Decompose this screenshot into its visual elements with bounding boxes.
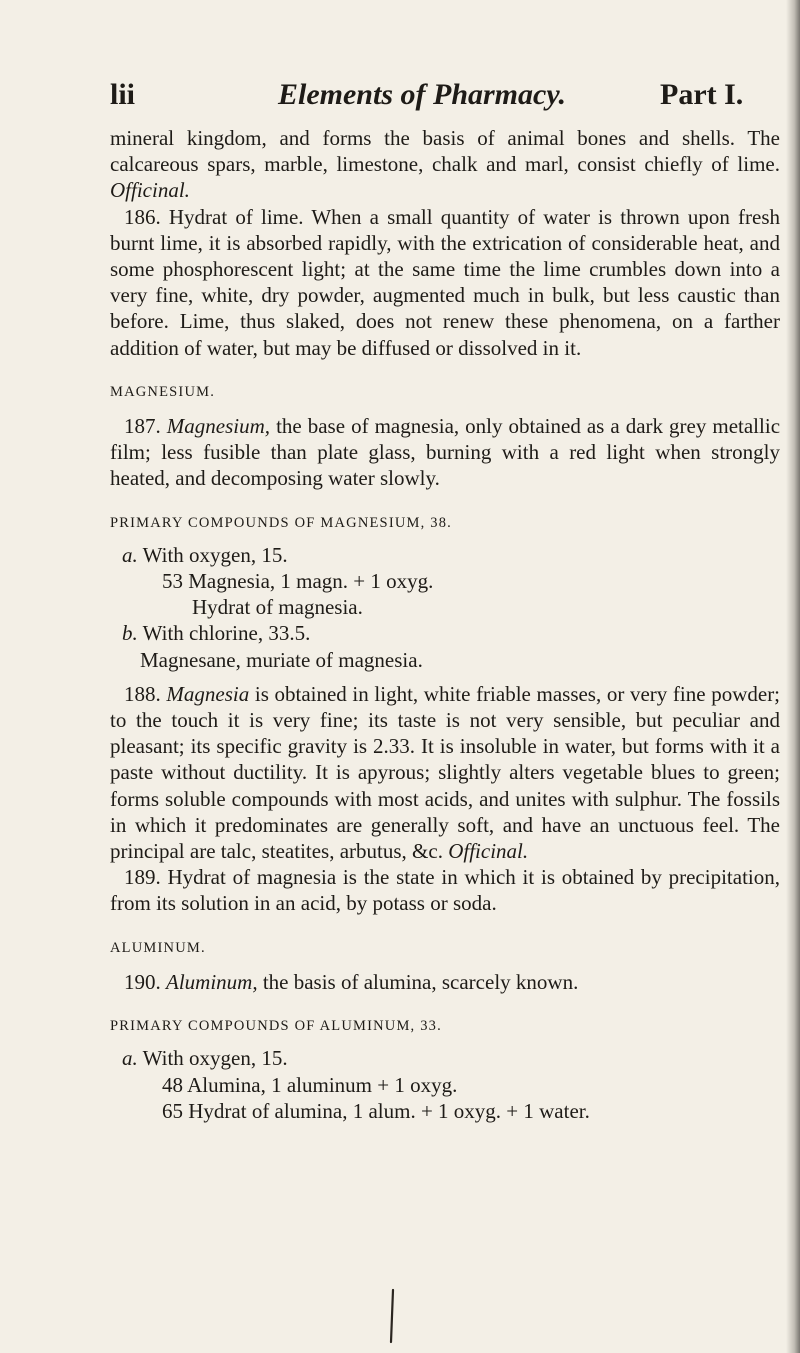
page-body bbox=[110, 125, 780, 1124]
page-number: lii bbox=[110, 78, 136, 111]
list-item: b. With chlorine, 33.5. bbox=[122, 621, 311, 646]
paragraph-189: 189. Hydrat of magnesia is the state in which it is obtained by precipitation, from its solution in an acid, by potass or soda. bbox=[110, 865, 780, 916]
list-item: 48 Alumina, 1 aluminum + 1 oxyg. bbox=[162, 1072, 458, 1097]
paragraph-lime-continued: mineral kingdom, and forms the basis of animal bones and shells. The calcareous spars, marble, limestone, chalk and marl, consist chiefly of lime. Officinal. bbox=[110, 126, 780, 203]
running-title: Elements of Pharmacy. bbox=[278, 78, 567, 111]
page-header bbox=[0, 78, 800, 118]
paragraph-186: 186. Hydrat of lime. When a small quantity of water is thrown upon fresh burnt lime, it is absorbed rapidly, with the extrication of considerable heat, and some phosphorescent light; at the same time the lime crumbles down into a very fine, white, dry powder, augmented much in bulk, but less caustic than before. Lime, thus slaked, does not renew these phenomena, on a farther addition of water, but may be diffused or dissolved in it. bbox=[110, 204, 780, 360]
section-heading-aluminum: ALUMINUM. bbox=[110, 939, 206, 956]
list-item: Hydrat of magnesia. bbox=[192, 595, 363, 620]
list-item: 53 Magnesia, 1 magn. + 1 oxyg. bbox=[162, 569, 434, 594]
magnesium-compounds-list bbox=[110, 542, 780, 673]
section-heading-primary-magnesium: PRIMARY COMPOUNDS OF MAGNESIUM, 38. bbox=[110, 514, 452, 531]
ink-mark bbox=[388, 1288, 396, 1344]
section-heading-magnesium: MAGNESIUM. bbox=[110, 383, 216, 400]
aluminum-compounds-list bbox=[110, 1045, 780, 1124]
page-edge-shadow bbox=[786, 0, 800, 1353]
list-item: a. With oxygen, 15. bbox=[122, 542, 288, 567]
list-item: Magnesane, muriate of magnesia. bbox=[140, 647, 423, 672]
paragraph-188: 188. Magnesia is obtained in light, white friable masses, or very fine powder; to the touch it is very fine; its taste is not very sensible, but peculiar and pleasant; its specific gravity is 2.33. It is insoluble in water, but forms with it a paste without ductility. It is apyrous; slightly alters vegetable blues to green; forms soluble compounds with most acids, and unites with sulphur. The fossils in which it predominates are generally soft, and have an unctuous feel. The principal are talc, steatites, arbutus, &c. Officinal. bbox=[110, 681, 781, 864]
paragraph-190: 190. Aluminum, the basis of alumina, scarcely known. bbox=[124, 969, 579, 994]
paragraph-187: 187. Magnesium, the base of magnesia, only obtained as a dark grey metallic film; less fusible than plate glass, burning with a red light when strongly heated, and decomposing water slowly. bbox=[110, 414, 781, 491]
list-item: a. With oxygen, 15. bbox=[122, 1046, 288, 1071]
section-heading-primary-aluminum: PRIMARY COMPOUNDS OF ALUMINUM, 33. bbox=[110, 1018, 442, 1035]
list-item: 65 Hydrat of alumina, 1 alum. + 1 oxyg. + 1 water. bbox=[162, 1098, 590, 1123]
part-label: Part I. bbox=[660, 78, 744, 111]
